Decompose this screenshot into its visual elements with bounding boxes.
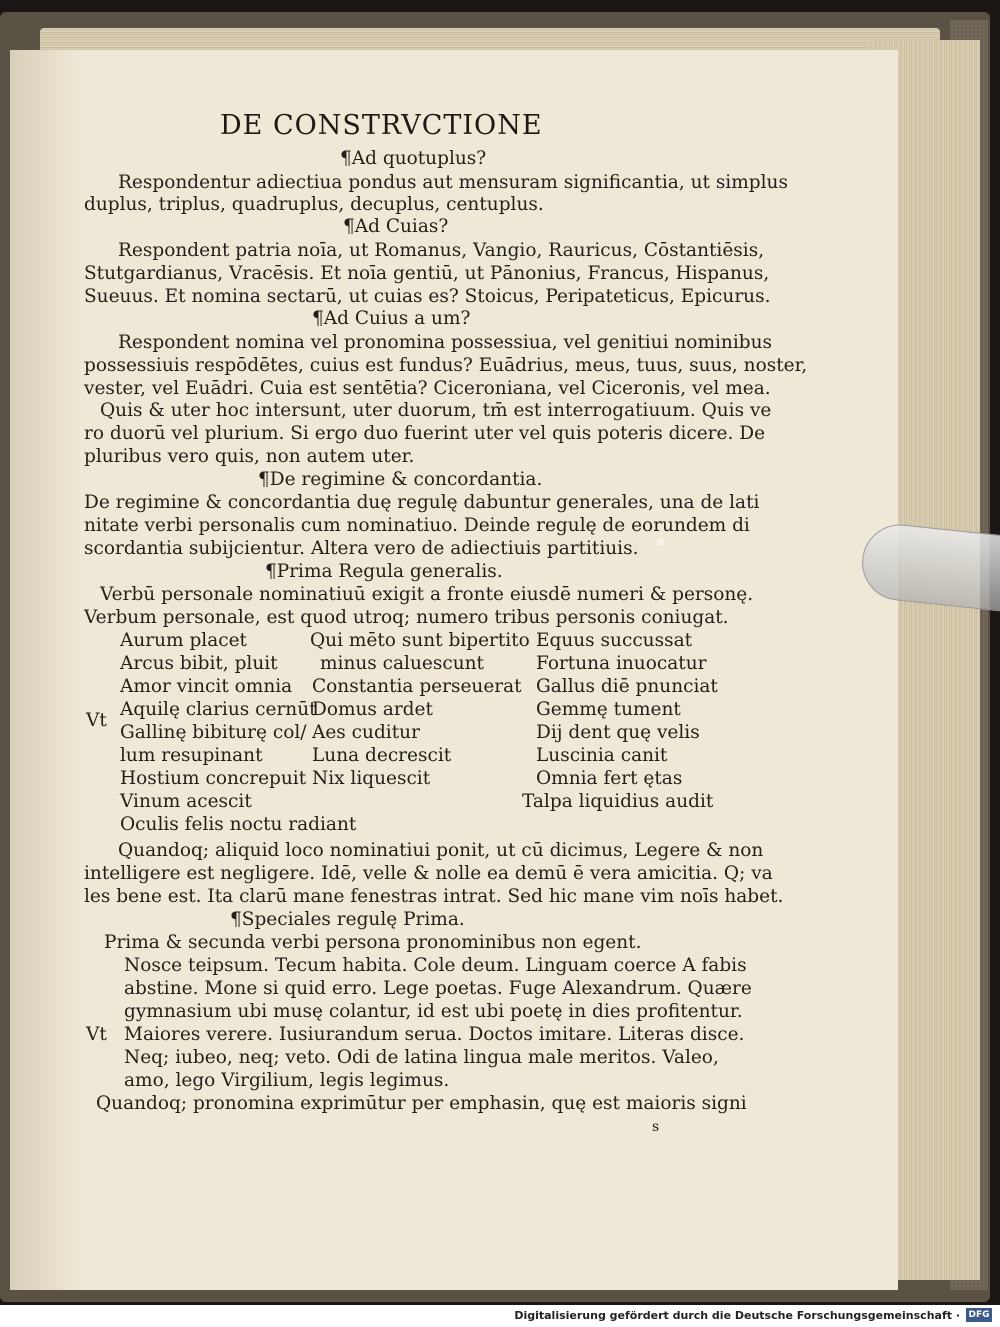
text-line: Nosce teipsum. Tecum habita. Cole deum. Linguam coerce A fabis [124,955,747,976]
example-item: Constantia perseuerat [312,676,522,697]
example-item: Luscinia canit [536,745,668,766]
text-line: amo, lego Virgilium, legis legimus. [124,1070,450,1091]
example-item: Aquilę clarius cernūt [120,699,317,720]
text-line: Prima & secunda verbi persona pronominibus non egent. [104,932,642,953]
text-line: Verbū personale nominatiuū exigit a fronte eiusdē numeri & personę. [100,584,754,605]
example-item: Fortuna inuocatur [536,653,707,674]
ut-label: Vt [86,710,107,731]
example-item: Nix liquescit [312,768,431,789]
text-line: Quandoq; aliquid loco nominatiui ponit, ut cū dicimus, Legere & non [118,840,764,861]
example-item: Aurum placet [120,630,247,651]
example-item: Omnia fert ętas [536,768,683,789]
signature-mark: s [652,1119,660,1135]
example-item: Dij dent quę velis [536,722,700,743]
text-line: Respondent patria noīa, ut Romanus, Vangio, Rauricus, Cōstantiēsis, [118,240,765,261]
page-heading: DE CONSTRVCTIONE [220,110,543,141]
text-line: les bene est. Ita clarū mane fenestras intrat. Sed hic mane vim noīs habet. [84,886,784,907]
footer-credit: Digitalisierung gefördert durch die Deutsche Forschungsgemeinschaft · [514,1309,960,1322]
section-heading: ¶Speciales regulę Prima. [230,909,465,930]
example-item: Qui mēto sunt bipertito [310,630,530,651]
text-line: abstine. Mone si quid erro. Lege poetas. Fuge Alexandrum. Quære [124,978,752,999]
text-line: Quandoq; pronomina exprimūtur per emphasin, quę est maioris signi [96,1093,747,1114]
example-item: Domus ardet [312,699,433,720]
example-item: minus caluescunt [320,653,484,674]
text-line: scordantia subijcientur. Altera vero de adiectiuis partitiuis. [84,538,639,559]
text-line: Sueuus. Et nomina sectarū, ut cuias es? Stoicus, Peripateticus, Epicurus. [84,286,771,307]
text-line: pluribus vero quis, non autem uter. [84,446,415,467]
section-heading: ¶Ad Cuias? [343,216,449,237]
text-line: De regimine & concordantia duę regulę dabuntur generales, una de lati [84,492,760,513]
text-line: nitate verbi personalis cum nominatiuo. Deinde regulę de eorundem di [84,515,750,536]
text-line: ro duorū vel plurium. Si ergo duo fuerint uter vel quis poteris dicere. De [84,423,766,444]
example-item: Amor vincit omnia [120,676,293,697]
page-hole [657,538,665,546]
example-item: Oculis felis noctu radiant [120,814,357,835]
text-line: gymnasium ubi musę colantur, id est ubi poetę in dies profitentur. [124,1001,743,1022]
text-line: Quis & uter hoc intersunt, uter duorum, tm̄ est interrogatiuum. Quis ve [100,400,772,421]
ut-label: Vt [86,1024,107,1045]
example-item: Aes cuditur [312,722,420,743]
example-item: Gallus diē pnunciat [536,676,718,697]
text-line: Stutgardianus, Vracēsis. Et noīa gentiū, ut Pānonius, Francus, Hispanus, [84,263,770,284]
text-line: vester, vel Euādri. Cuia est sentētia? Ciceroniana, vel Ciceronis, vel mea. [84,378,771,399]
section-heading: ¶Prima Regula generalis. [265,561,503,582]
text-line: Neq; iubeo, neq; veto. Odi de latina lingua male meritos. Valeo, [124,1047,719,1068]
text-line: possessiuis respōdētes, cuius est fundus? Euādrius, meus, tuus, suus, noster, [84,355,808,376]
example-item: Equus succussat [536,630,693,651]
dfg-logo-icon: DFG [966,1308,992,1322]
example-item: Vinum acescit [120,791,252,812]
example-item: Hostium concrepuit [120,768,307,789]
example-item: Arcus bibit, pluit [120,653,278,674]
text-line: Respondent nomina vel pronomina possessiua, vel genitiui nominibus [118,332,772,353]
section-heading: ¶Ad quotuplus? [340,148,487,169]
example-item: Talpa liquidius audit [522,791,714,812]
section-heading: ¶Ad Cuius a um? [312,308,471,329]
example-item: Gemmę tument [536,699,681,720]
example-item: lum resupinant [120,745,263,766]
example-item: Luna decrescit [312,745,452,766]
text-line: Maiores verere. Iusiurandum serua. Doctos imitare. Literas disce. [124,1024,745,1045]
text-line: Respondentur adiectiua pondus aut mensuram significantia, ut simplus [118,172,788,193]
text-line: duplus, triplus, quadruplus, decuplus, centuplus. [84,194,544,215]
example-item: Gallinę bibiturę col/ [120,722,307,743]
section-heading: ¶De regimine & concordantia. [258,469,543,490]
text-line: intelligere est negligere. Idē, velle & nolle ea demū ē vera amicitia. Q; va [84,863,773,884]
text-line: Verbum personale, est quod utroq; numero tribus personis coniugat. [84,607,729,628]
